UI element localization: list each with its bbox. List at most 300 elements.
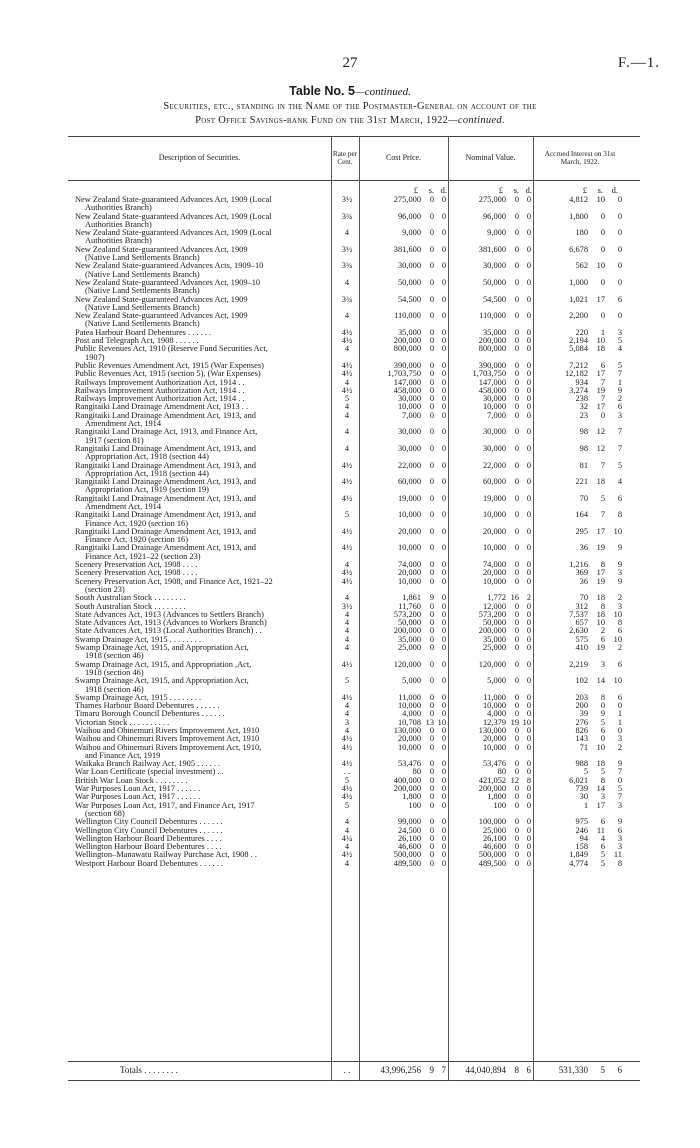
nominal-shillings: 0 xyxy=(514,858,519,868)
cost-shillings: 0 xyxy=(429,659,434,669)
cost-pence: 0 xyxy=(441,593,446,603)
nominal-pence: 0 xyxy=(526,767,531,777)
cost-pence: 0 xyxy=(441,211,446,221)
nominal-shillings: 0 xyxy=(514,228,519,238)
table-row xyxy=(0,229,700,246)
cost-pence: 0 xyxy=(441,734,446,744)
cost-shillings: 0 xyxy=(429,510,434,520)
nominal-shillings: 0 xyxy=(514,643,519,653)
accrued-shillings: 0 xyxy=(600,311,605,321)
nominal-pence: 0 xyxy=(526,410,531,420)
cost-pence: 0 xyxy=(441,195,446,204)
cost-pounds: 19,000 xyxy=(397,493,421,503)
description-line: Rangitaiki Land Drainage Amendment Act, 1913, and xyxy=(75,526,256,536)
totals-nominal-pence: 6 xyxy=(526,1065,531,1075)
cost-pounds: 200,000 xyxy=(393,784,421,794)
cost-shillings: 0 xyxy=(429,842,434,852)
description-line: New Zealand State-guaranteed Advances Act, 1909 (Local xyxy=(75,195,272,204)
nominal-shillings: 0 xyxy=(514,734,519,744)
cost-shillings: 0 xyxy=(429,784,434,794)
nominal-pounds: 20,000 xyxy=(482,526,506,536)
table-row xyxy=(0,578,700,595)
accrued-pence: 0 xyxy=(617,277,622,287)
security-description xyxy=(75,445,333,462)
cost-pounds: 46,600 xyxy=(397,842,421,852)
nominal-pounds: 421,052 xyxy=(478,775,506,785)
cost-pence: 0 xyxy=(441,460,446,470)
cost-pounds: 10,000 xyxy=(397,510,421,520)
description-line: Railways Improvement Authorization Act, 1914 . . xyxy=(75,394,245,404)
description-line: Thames Harbour Board Debentures . . . . . . xyxy=(75,701,220,711)
description-line: (Native Land Settlements Branch) xyxy=(85,269,200,279)
rate-per-cent: 3¾ xyxy=(341,294,353,304)
description-line: (Native Land Settlements Branch) xyxy=(85,286,200,296)
accrued-pence: 8 xyxy=(617,510,622,520)
nominal-pounds: 30,000 xyxy=(482,443,506,453)
nominal-pence: 0 xyxy=(526,734,531,744)
rate-per-cent: 4 xyxy=(344,726,350,735)
nominal-pence: 0 xyxy=(526,842,531,852)
accrued-pence: 3 xyxy=(617,833,622,843)
cost-shillings: 0 xyxy=(429,244,434,254)
description-line: Rangitaiki Land Drainage Amendment Act, 1913, and xyxy=(75,443,256,453)
unit-pound: £ xyxy=(498,185,503,195)
description-line: New Zealand State-guaranteed Advances Act, 1909 xyxy=(75,244,248,254)
nominal-shillings: 0 xyxy=(514,634,519,644)
description-line: New Zealand State-guaranteed Advances Act, 1909 (Local xyxy=(75,211,272,221)
table-row xyxy=(0,213,700,230)
rate-per-cent: 4½ xyxy=(341,734,353,744)
nominal-shillings: 0 xyxy=(514,701,519,711)
cost-shillings: 0 xyxy=(429,609,434,619)
cost-pounds: 10,000 xyxy=(397,742,421,752)
nominal-shillings: 0 xyxy=(514,609,519,619)
description-line: Swamp Drainage Act, 1915, and Appropriation Act, xyxy=(75,643,249,653)
nominal-pounds: 100,000 xyxy=(478,817,506,827)
cost-shillings: 0 xyxy=(429,568,434,578)
rate-per-cent: 5 xyxy=(344,510,350,520)
description-line: South Australian Stock . . . . . . . . xyxy=(75,601,186,611)
accrued-shillings: 17 xyxy=(596,526,605,536)
cost-pounds: 1,800 xyxy=(402,792,421,802)
accrued-shillings: 8 xyxy=(600,601,605,611)
cost-pence: 0 xyxy=(441,701,446,711)
unit-pence: d. xyxy=(440,185,447,195)
description-line: Finance Act, 1920 (section 16) xyxy=(85,535,189,545)
rate-per-cent: 4 xyxy=(344,344,350,354)
accrued-pence: 3 xyxy=(617,842,622,852)
accrued-pounds: 6,678 xyxy=(569,244,588,254)
totals-label: Totals . . . . . . . . xyxy=(120,1065,178,1075)
nominal-pounds: 10,000 xyxy=(482,543,506,553)
rate-per-cent: 5 xyxy=(344,676,350,686)
table-row xyxy=(0,312,700,329)
accrued-pence: 10 xyxy=(613,526,622,536)
cost-shillings: 0 xyxy=(429,410,434,420)
cost-shillings: 0 xyxy=(429,526,434,536)
accrued-pounds: 276 xyxy=(575,717,588,727)
cost-pounds: 35,000 xyxy=(397,634,421,644)
nominal-pounds: 7,000 xyxy=(487,410,506,420)
nominal-pence: 0 xyxy=(526,601,531,611)
rate-per-cent: 4 xyxy=(344,825,350,835)
accrued-shillings: 10 xyxy=(596,261,605,271)
accrued-shillings: 7 xyxy=(600,510,605,520)
accrued-pence: 5 xyxy=(617,360,622,370)
nominal-pounds: 74,000 xyxy=(482,560,506,570)
nominal-pounds: 30,000 xyxy=(482,261,506,271)
cost-pounds: 9,000 xyxy=(402,228,421,238)
accrued-pence: 6 xyxy=(617,692,622,702)
accrued-shillings: 18 xyxy=(596,609,605,619)
accrued-pounds: 203 xyxy=(575,692,588,702)
cost-pence: 0 xyxy=(441,792,446,802)
nominal-shillings: 0 xyxy=(514,510,519,520)
nominal-shillings: 0 xyxy=(514,394,519,404)
description-line: Appropriation Act, 1918 (section 44) xyxy=(85,452,209,462)
accrued-pence: 0 xyxy=(617,261,622,271)
nominal-shillings: 0 xyxy=(514,443,519,453)
accrued-pounds: 4,774 xyxy=(569,858,588,868)
nominal-pounds: 19,000 xyxy=(482,493,506,503)
accrued-shillings: 18 xyxy=(596,759,605,769)
accrued-pounds: 36 xyxy=(579,576,588,586)
nominal-shillings: 0 xyxy=(514,692,519,702)
cost-pence: 0 xyxy=(441,601,446,611)
nominal-pence: 8 xyxy=(526,775,531,785)
subtitle-line-2-continued: —continued. xyxy=(448,115,505,126)
cost-pence: 0 xyxy=(441,850,446,860)
cost-pounds: 25,000 xyxy=(397,643,421,653)
description-line: Rangitaiki Land Drainage Amendment Act, 1913, and xyxy=(75,493,256,503)
cost-pounds: 20,000 xyxy=(397,526,421,536)
cost-pence: 0 xyxy=(441,825,446,835)
table-row xyxy=(0,462,700,479)
nominal-shillings: 0 xyxy=(514,385,519,395)
nominal-pence: 0 xyxy=(526,244,531,254)
rate-per-cent: 5 xyxy=(344,775,350,785)
nominal-pounds: 489,500 xyxy=(478,858,506,868)
header-bottom-rule xyxy=(68,180,640,181)
cost-shillings: 0 xyxy=(429,775,434,785)
description-line: (Native Land Settlements Branch) xyxy=(85,302,200,312)
cost-shillings: 0 xyxy=(429,277,434,287)
accrued-pence: 5 xyxy=(617,336,622,346)
nominal-pounds: 25,000 xyxy=(482,825,506,835)
nominal-pence: 0 xyxy=(526,526,531,536)
rate-per-cent: 4½ xyxy=(341,568,353,578)
nominal-pounds: 147,000 xyxy=(478,377,506,387)
nominal-shillings: 0 xyxy=(514,244,519,254)
accrued-pence: 9 xyxy=(617,543,622,553)
nominal-pence: 0 xyxy=(526,360,531,370)
description-line: Waihou and Ohinemuri Rivers Improvement Act, 1910 xyxy=(75,726,260,735)
nominal-shillings: 0 xyxy=(514,460,519,470)
nominal-pence: 0 xyxy=(526,742,531,752)
totals-cost-pence: 7 xyxy=(441,1065,446,1075)
rate-per-cent: 3½ xyxy=(341,601,353,611)
accrued-pence: 2 xyxy=(617,593,622,603)
table-row xyxy=(0,296,700,313)
nominal-shillings: 12 xyxy=(510,775,519,785)
cost-pence: 0 xyxy=(441,692,446,702)
accrued-pence: 6 xyxy=(617,294,622,304)
nominal-pence: 0 xyxy=(526,568,531,578)
description-line: Scenery Preservation Act, 1908, and Finance Act, 1921–22 xyxy=(75,576,273,586)
cost-pounds: 30,000 xyxy=(397,443,421,453)
cost-pounds: 147,000 xyxy=(393,377,421,387)
accrued-pounds: 36 xyxy=(579,543,588,553)
table-row xyxy=(0,802,700,819)
accrued-pounds: 7,537 xyxy=(569,609,588,619)
cost-shillings: 0 xyxy=(429,560,434,570)
nominal-pounds: 9,000 xyxy=(487,228,506,238)
cost-pence: 0 xyxy=(441,842,446,852)
accrued-shillings: 7 xyxy=(600,377,605,387)
cost-shillings: 0 xyxy=(429,327,434,337)
accrued-pence: 1 xyxy=(617,377,622,387)
cost-pounds: 80 xyxy=(412,767,421,777)
table-title-continued: —continued. xyxy=(354,86,411,98)
cost-shillings: 0 xyxy=(429,394,434,404)
accrued-shillings: 19 xyxy=(596,643,605,653)
table-row xyxy=(0,661,700,678)
accrued-shillings: 5 xyxy=(600,767,605,777)
description-line: State Advances Act, 1913 (Advances to Settlers Branch) xyxy=(75,609,264,619)
nominal-pence: 0 xyxy=(526,792,531,802)
cost-shillings: 0 xyxy=(429,543,434,553)
accrued-shillings: 4 xyxy=(600,833,605,843)
unit-pence: d. xyxy=(525,185,532,195)
nominal-pounds: 10,000 xyxy=(482,402,506,412)
description-line: Authorities Branch) xyxy=(85,236,152,246)
cost-pence: 0 xyxy=(441,228,446,238)
table-row xyxy=(0,412,700,429)
nominal-pence: 0 xyxy=(526,800,531,810)
description-line: Amendment Act, 1914 xyxy=(85,501,162,511)
description-line: Rangitaiki Land Drainage Amendment Act, 1913, and xyxy=(75,410,256,420)
nominal-pence: 0 xyxy=(526,850,531,860)
cost-pounds: 1,703,750 xyxy=(387,369,421,379)
nominal-shillings: 0 xyxy=(514,792,519,802)
security-description xyxy=(75,478,333,495)
cost-shillings: 0 xyxy=(429,195,434,204)
cost-shillings: 0 xyxy=(429,261,434,271)
description-line: Railways Improvement Authorization Act, 1914 . . xyxy=(75,377,245,387)
nominal-pence: 0 xyxy=(526,402,531,412)
nominal-shillings: 0 xyxy=(514,369,519,379)
nominal-pence: 0 xyxy=(526,443,531,453)
cost-shillings: 0 xyxy=(429,618,434,628)
cost-pence: 0 xyxy=(441,402,446,412)
cost-shillings: 0 xyxy=(429,369,434,379)
nominal-pence: 0 xyxy=(526,626,531,636)
accrued-shillings: 18 xyxy=(596,344,605,354)
rate-per-cent: 4½ xyxy=(341,784,353,794)
accrued-pounds: 70 xyxy=(579,593,588,603)
nominal-pounds: 381,600 xyxy=(478,244,506,254)
description-line: Rangitaiki Land Drainage Amendment Act, 1913, and xyxy=(75,543,256,553)
nominal-shillings: 0 xyxy=(514,833,519,843)
nominal-shillings: 0 xyxy=(514,493,519,503)
cost-shillings: 0 xyxy=(429,443,434,453)
accrued-shillings: 12 xyxy=(596,443,605,453)
table-row xyxy=(0,677,700,694)
cost-pounds: 74,000 xyxy=(397,560,421,570)
accrued-pounds: 1,021 xyxy=(569,294,588,304)
rate-per-cent: 4 xyxy=(344,228,350,238)
cost-pounds: 1,861 xyxy=(402,593,421,603)
nominal-shillings: 0 xyxy=(514,568,519,578)
description-line: Swamp Drainage Act, 1915 . . . . . . . . xyxy=(75,634,202,644)
rate-per-cent: 4 xyxy=(344,402,350,412)
description-line: Rangitaiki Land Drainage Amendment Act, 1913, and xyxy=(75,477,256,487)
nominal-pence: 0 xyxy=(526,344,531,354)
description-line: Public Revenues Act, 1915 (section 5), (War Expenses) xyxy=(75,369,261,379)
accrued-pence: 9 xyxy=(617,817,622,827)
nominal-pounds: 1,772 xyxy=(487,593,506,603)
description-line: Appropriation Act, 1919 (section 19) xyxy=(85,485,209,495)
cost-shillings: 0 xyxy=(429,576,434,586)
accrued-pence: 4 xyxy=(617,477,622,487)
nominal-pounds: 1,703,750 xyxy=(472,369,506,379)
security-description xyxy=(75,544,333,561)
cost-shillings: 0 xyxy=(429,377,434,387)
cost-pence: 0 xyxy=(441,493,446,503)
security-description xyxy=(75,744,333,761)
totals-rate: . . xyxy=(343,1065,351,1075)
accrued-shillings: 5 xyxy=(600,717,605,727)
accrued-shillings: 9 xyxy=(600,709,605,719)
rate-per-cent: 4¼ xyxy=(341,833,353,843)
cost-pounds: 22,000 xyxy=(397,460,421,470)
cost-pence: 0 xyxy=(441,526,446,536)
security-description xyxy=(75,196,333,213)
description-line: South Australian Stock . . . . . . . . xyxy=(75,593,186,603)
cost-pounds: 458,000 xyxy=(393,385,421,395)
rate-per-cent: 4½ xyxy=(341,385,353,395)
accrued-shillings: 5 xyxy=(600,493,605,503)
nominal-pounds: 11,000 xyxy=(483,692,506,702)
nominal-pence: 0 xyxy=(526,228,531,238)
accrued-pounds: 158 xyxy=(575,842,588,852)
security-description xyxy=(75,262,333,279)
cost-shillings: 13 xyxy=(425,717,434,727)
accrued-pounds: 657 xyxy=(575,618,588,628)
rate-per-cent: 4½ xyxy=(341,759,353,769)
cost-pounds: 35,000 xyxy=(397,327,421,337)
accrued-pounds: 2,219 xyxy=(569,659,588,669)
rate-per-cent: 4½ xyxy=(341,360,353,370)
nominal-pounds: 10,000 xyxy=(482,510,506,520)
nominal-pence: 0 xyxy=(526,294,531,304)
nominal-pounds: 130,000 xyxy=(478,726,506,735)
nominal-pence: 0 xyxy=(526,659,531,669)
table-row xyxy=(0,196,700,213)
nominal-pounds: 30,000 xyxy=(482,394,506,404)
security-description xyxy=(75,296,333,313)
description-line: Scenery Preservation Act, 1908 . . . . xyxy=(75,560,198,570)
nominal-pence: 0 xyxy=(526,327,531,337)
accrued-shillings: 7 xyxy=(600,394,605,404)
nominal-shillings: 0 xyxy=(514,277,519,287)
accrued-pence: 0 xyxy=(617,701,622,711)
cost-pounds: 50,000 xyxy=(397,277,421,287)
cost-shillings: 0 xyxy=(429,709,434,719)
description-line: Patea Harbour Board Debentures . . . . . . xyxy=(75,327,212,337)
nominal-pounds: 10,000 xyxy=(482,576,506,586)
accrued-shillings: 0 xyxy=(600,211,605,221)
accrued-shillings: 5 xyxy=(600,858,605,868)
cost-pence: 0 xyxy=(441,817,446,827)
accrued-pounds: 238 xyxy=(575,394,588,404)
security-description xyxy=(75,312,333,329)
rate-per-cent: . . xyxy=(343,767,351,777)
rate-per-cent: 4 xyxy=(344,817,350,827)
rate-per-cent: 4 xyxy=(344,626,350,636)
nominal-shillings: 16 xyxy=(510,593,519,603)
subtitle-line-2-text: Post Office Savings-bank Fund on the 31st March, 1922 xyxy=(195,115,449,126)
nominal-pence: 0 xyxy=(526,261,531,271)
cost-pence: 0 xyxy=(441,385,446,395)
nominal-pence: 0 xyxy=(526,394,531,404)
rate-per-cent: 4 xyxy=(344,427,350,437)
cost-pence: 0 xyxy=(441,659,446,669)
security-description xyxy=(75,345,333,362)
description-line: British War Loan Stock . . . . . . . . xyxy=(75,775,188,785)
rate-per-cent: 4 xyxy=(344,643,350,653)
table-row xyxy=(0,428,700,445)
cost-pence: 0 xyxy=(441,634,446,644)
description-line: Waihou and Ohinemuri Rivers Improvement Act, 1910, xyxy=(75,742,262,752)
cost-shillings: 0 xyxy=(429,850,434,860)
rate-per-cent: 4 xyxy=(344,560,350,570)
header-cost-price: Cost Price. xyxy=(385,152,422,162)
rate-per-cent: 4 xyxy=(344,609,350,619)
rate-per-cent: 4½ xyxy=(341,543,353,553)
rate-per-cent: 4½ xyxy=(341,460,353,470)
nominal-pounds: 46,600 xyxy=(482,842,506,852)
security-description xyxy=(75,644,333,661)
nominal-pounds: 50,000 xyxy=(482,277,506,287)
nominal-pounds: 200,000 xyxy=(478,336,506,346)
cost-pence: 0 xyxy=(441,759,446,769)
nominal-shillings: 19 xyxy=(510,717,519,727)
accrued-pounds: 164 xyxy=(575,510,588,520)
cost-pounds: 500,000 xyxy=(393,850,421,860)
accrued-pounds: 81 xyxy=(579,460,588,470)
description-line: State Advances Act, 1913 (Advances to Workers Branch) xyxy=(75,618,267,628)
description-line: New Zealand State-guaranteed Advances Act, 1909 (Local xyxy=(75,228,272,238)
accrued-pence: 1 xyxy=(617,709,622,719)
cost-pounds: 130,000 xyxy=(393,726,421,735)
cost-pounds: 7,000 xyxy=(402,410,421,420)
nominal-pounds: 53,476 xyxy=(482,759,506,769)
nominal-shillings: 0 xyxy=(514,759,519,769)
cost-shillings: 0 xyxy=(429,858,434,868)
cost-pounds: 120,000 xyxy=(393,659,421,669)
cost-pence: 0 xyxy=(441,244,446,254)
accrued-shillings: 6 xyxy=(600,817,605,827)
accrued-shillings: 6 xyxy=(600,842,605,852)
description-line: War Loan Certificate (special investment) . . xyxy=(75,767,224,777)
unit-shilling: s. xyxy=(597,185,603,195)
accrued-pounds: 246 xyxy=(575,825,588,835)
table-row xyxy=(0,860,700,868)
cost-pence: 0 xyxy=(441,742,446,752)
nominal-pence: 0 xyxy=(526,676,531,686)
description-line: Wellington–Manawatu Railway Purchase Act, 1908 . . xyxy=(75,850,257,860)
